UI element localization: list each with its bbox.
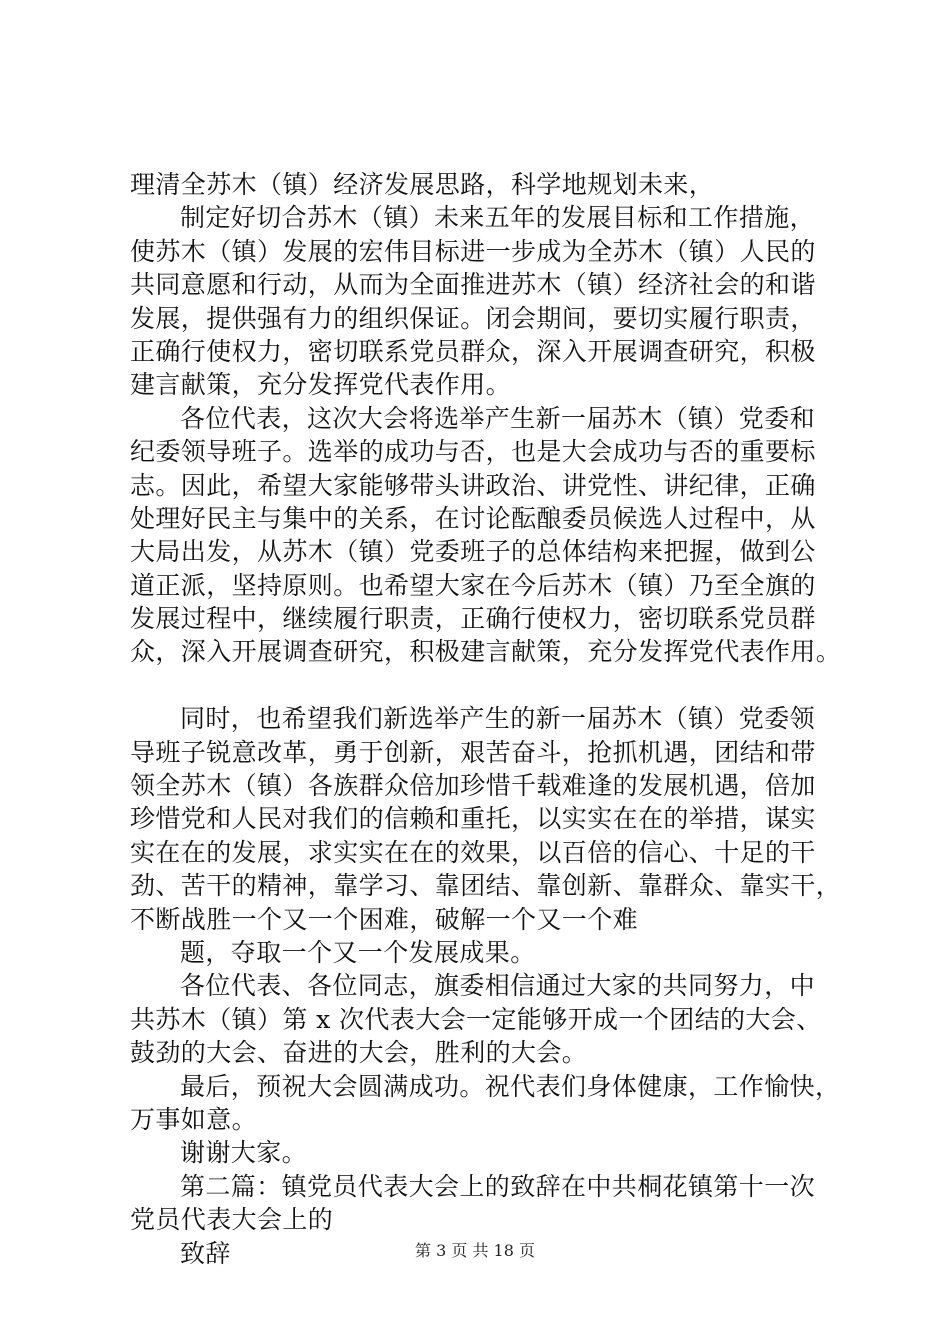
text-line: 正确行使权力，密切联系党员群众，深入开展调查研究，积极 — [130, 336, 816, 366]
text-line: 处理好民主与集中的关系，在讨论酝酿委员候选人过程中，从 — [130, 503, 816, 533]
text-line: 各位代表、各位同志，旗委相信通过大家的共同努力，中 — [180, 971, 816, 1001]
text-line: 题，夺取一个又一个发展成果。 — [180, 937, 536, 967]
text-line: 珍惜党和人民对我们的信赖和重托，以实实在在的举措，谋实 — [130, 804, 816, 834]
text-line: 最后，预祝大会圆满成功。祝代表们身体健康，工作愉快， — [180, 1071, 841, 1101]
paragraph-gap — [130, 669, 850, 702]
text-line: 使苏木（镇）发展的宏伟目标进一步成为全苏木（镇）人民的 — [130, 236, 816, 266]
text-line: 同时，也希望我们新选举产生的新一届苏木（镇）党委领 — [180, 704, 816, 734]
text-line: 领全苏木（镇）各族群众倍加珍惜千载难逢的发展机遇，倍加 — [130, 771, 816, 801]
text-line: 纪委领导班子。选举的成功与否，也是大会成功与否的重要标 — [130, 437, 816, 467]
text-line: 谢谢大家。 — [180, 1138, 308, 1168]
text-line: 众，深入开展调查研究，积极建言献策，充分发挥党代表作用。 — [130, 637, 842, 667]
text-line: 实在在的发展，求实实在在的效果，以百倍的信心、十足的干 — [130, 837, 816, 867]
text-line: 发展过程中，继续履行职责，正确行使权力，密切联系党员群 — [130, 604, 816, 634]
text-line: 各位代表，这次大会将选举产生新一届苏木（镇）党委和 — [180, 403, 816, 433]
text-line: 不断战胜一个又一个困难，破解一个又一个难 — [130, 904, 639, 934]
text-line: 致辞 — [180, 1238, 231, 1268]
text-line: 万事如意。 — [130, 1104, 258, 1134]
text-line: 志。因此，希望大家能够带头讲政治、讲党性、讲纪律，正确 — [130, 470, 816, 500]
text-line: 发展，提供强有力的组织保证。闭会期间，要切实履行职责， — [130, 303, 816, 333]
text-line: 制定好切合苏木（镇）未来五年的发展目标和工作措施， — [180, 203, 816, 233]
text-line: 共同意愿和行动，从而为全面推进苏木（镇）经济社会的和谐 — [130, 270, 816, 300]
text-line: 劲、苦干的精神，靠学习、靠团结、靠创新、靠群众、靠实干， — [130, 871, 842, 901]
text-line: 道正派，坚持原则。也希望大家在今后苏木（镇）乃至全旗的 — [130, 570, 816, 600]
text-line: 第二篇：镇党员代表大会上的致辞在中共桐花镇第十一次 — [180, 1171, 816, 1201]
text-line: 鼓劲的大会、奋进的大会，胜利的大会。 — [130, 1038, 588, 1068]
text-line: 导班子锐意改革，勇于创新，艰苦奋斗，抢抓机遇，团结和带 — [130, 737, 816, 767]
text-line: 共苏木（镇）第 x 次代表大会一定能够开成一个团结的大会、 — [130, 1004, 822, 1034]
text-line: 党员代表大会上的 — [130, 1205, 334, 1235]
text-line: 建言献策，充分发挥党代表作用。 — [130, 370, 512, 400]
text-line: 理清全苏木（镇）经济发展思路，科学地规划未来， — [130, 170, 715, 199]
document-body — [130, 168, 850, 1270]
page-footer: 第 3 页 共 18 页 — [415, 1241, 535, 1260]
text-line: 大局出发，从苏木（镇）党委班子的总体结构来把握，做到公 — [130, 537, 816, 567]
